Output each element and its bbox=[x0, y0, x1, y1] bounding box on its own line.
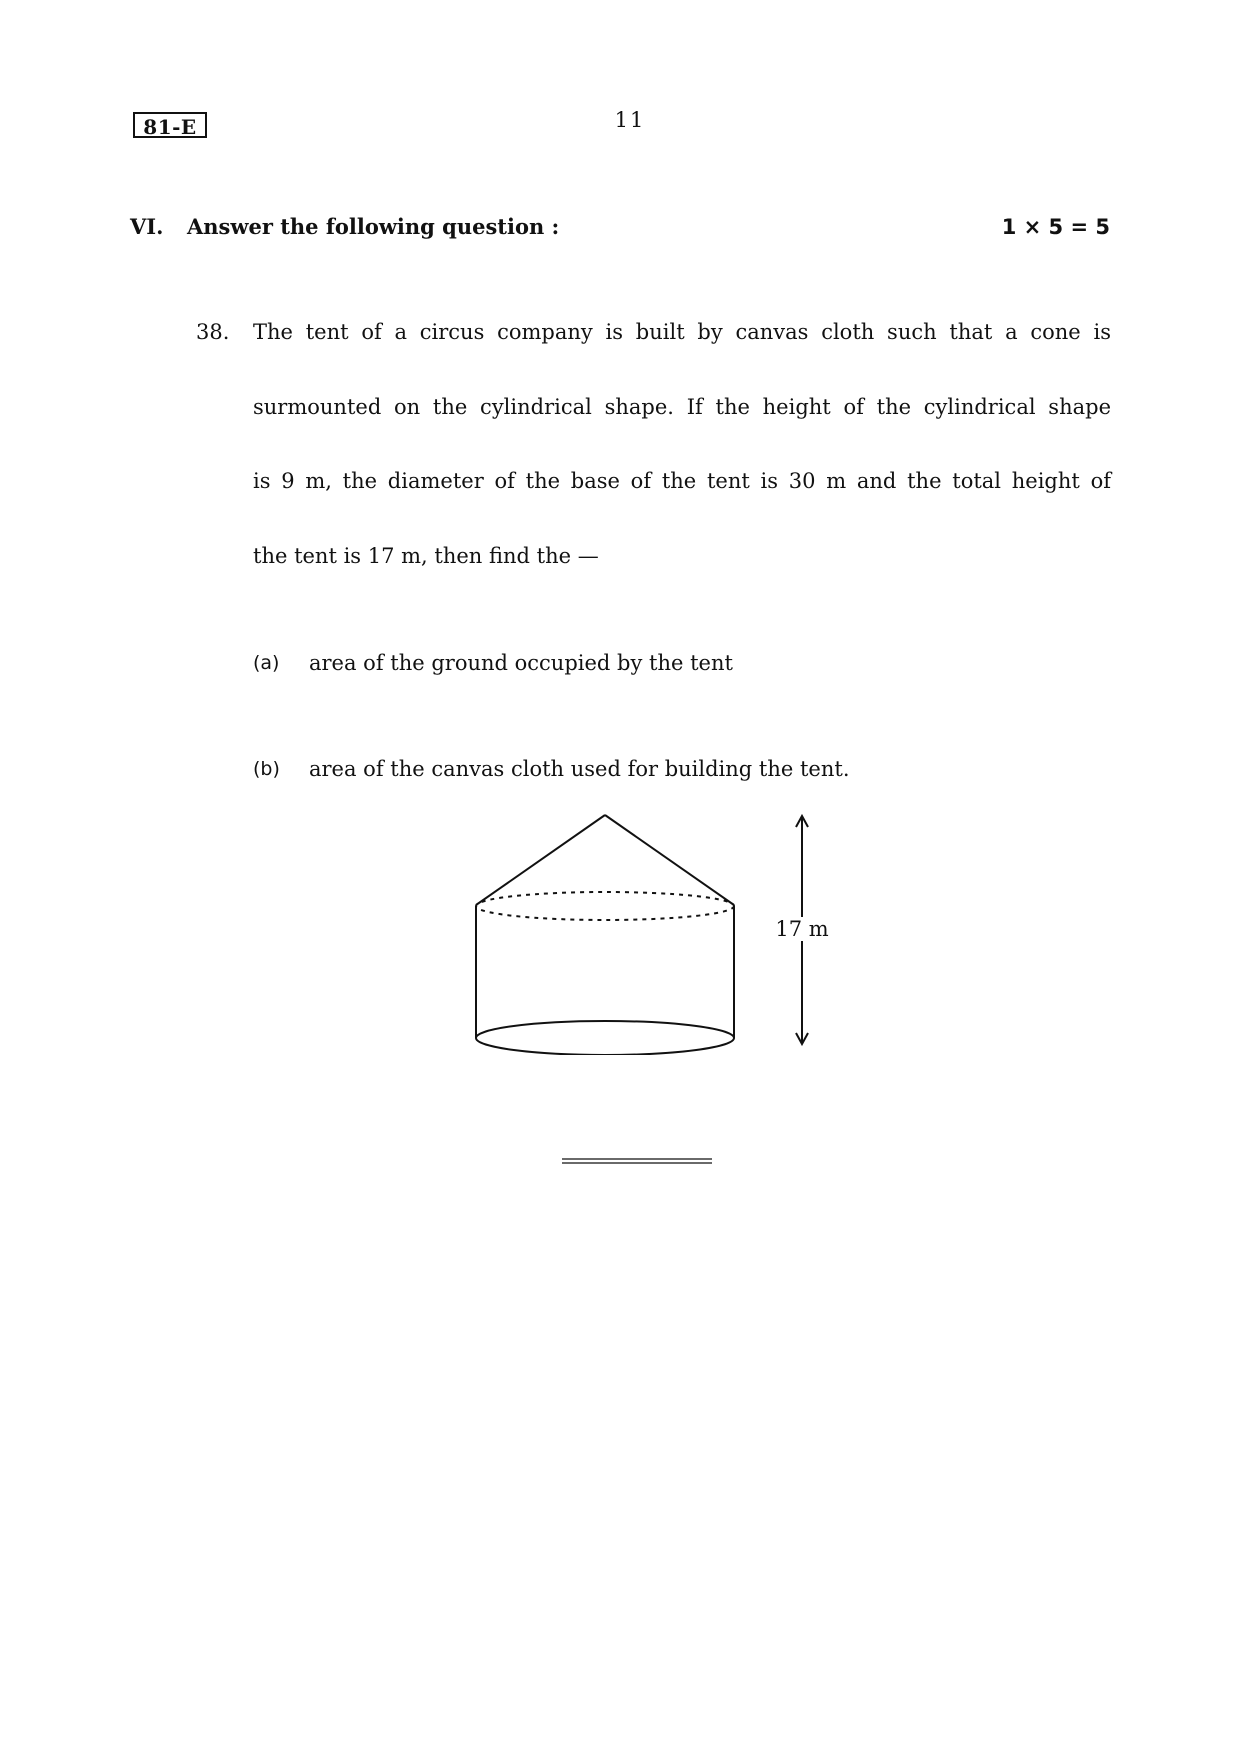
question-line: The tent of a circus company is built by canvas cloth such that a cone is bbox=[253, 320, 1111, 344]
question-line: surmounted on the cylindrical shape. If the height of the cylindrical shape bbox=[253, 394, 1111, 419]
question-line: the tent is 17 m, then find the — bbox=[253, 543, 599, 568]
end-double-rule bbox=[562, 1158, 712, 1164]
cylinder-base bbox=[476, 1021, 734, 1055]
section-title: Answer the following question : bbox=[187, 214, 560, 239]
part-text: area of the canvas cloth used for building the tent. bbox=[309, 757, 850, 781]
cone-right-edge bbox=[605, 815, 734, 905]
question-text bbox=[253, 295, 1111, 593]
section-header bbox=[130, 210, 1110, 244]
height-label: 17 m bbox=[770, 917, 834, 941]
part-label: (b) bbox=[253, 758, 280, 780]
part-text: area of the ground occupied by the tent bbox=[309, 651, 733, 675]
part-label: (a) bbox=[253, 652, 280, 674]
cylinder-top-rim bbox=[476, 892, 734, 920]
cone-left-edge bbox=[476, 815, 605, 905]
question-part-b bbox=[253, 752, 1111, 786]
paper-code-badge: 81-E bbox=[133, 112, 207, 138]
section-numeral: VI. bbox=[130, 214, 164, 239]
question-part-a bbox=[253, 646, 1111, 680]
page-number: 11 bbox=[614, 108, 646, 132]
section-marks: 1 × 5 = 5 bbox=[1001, 215, 1110, 239]
question-number: 38. bbox=[196, 320, 230, 344]
question-line: is 9 m, the diameter of the base of the tent is 30 m and the total height of bbox=[253, 469, 1111, 493]
